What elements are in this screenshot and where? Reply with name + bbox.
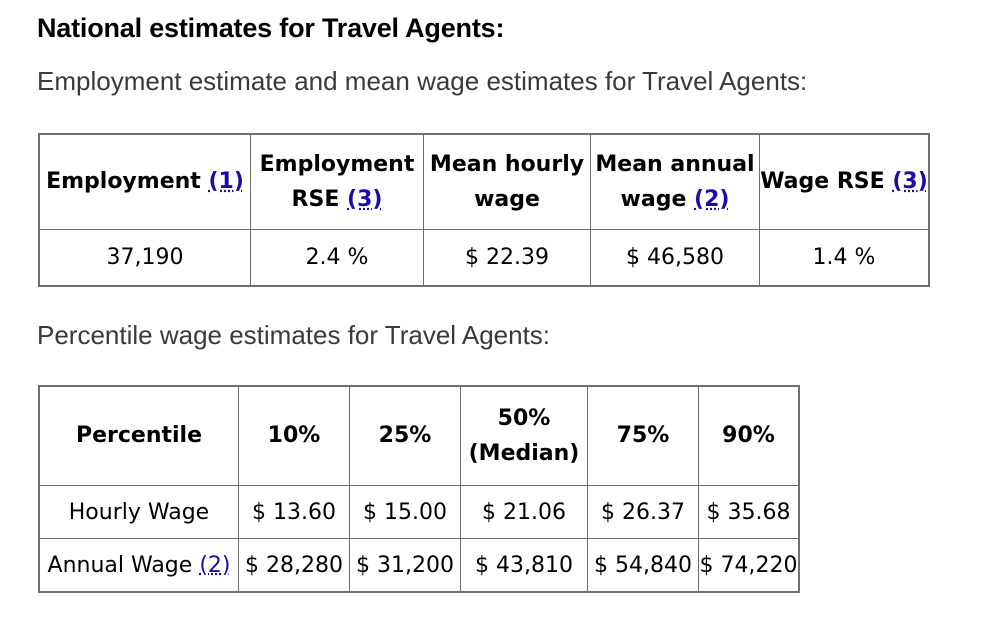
- header-p10: 10%: [239, 386, 350, 486]
- header-label: Mean annual wage: [595, 151, 755, 212]
- footnote-link[interactable]: (3): [892, 169, 928, 195]
- employment-value-row: [39, 230, 929, 287]
- header-mean-hourly-wage: [424, 134, 591, 230]
- value-wage-rse: 1.4 %: [760, 230, 930, 287]
- table-row: [39, 539, 799, 593]
- hourly-p25: $ 15.00: [350, 486, 461, 539]
- percentile-header-row: [39, 386, 799, 486]
- annual-p90: $ 74,220: [699, 539, 800, 593]
- annual-p50: $ 43,810: [461, 539, 588, 593]
- header-wage-rse: [760, 134, 930, 230]
- employment-table: [38, 133, 930, 287]
- header-p25: 25%: [350, 386, 461, 486]
- header-p90: 90%: [699, 386, 800, 486]
- employment-heading: Employment estimate and mean wage estimates for Travel Agents:: [37, 66, 808, 96]
- row-label: Annual Wage: [47, 552, 193, 578]
- footnote-link[interactable]: (2): [694, 187, 730, 212]
- hourly-p10: $ 13.60: [239, 486, 350, 539]
- header-p50: 50% (Median): [461, 386, 588, 486]
- row-label-hourly: [39, 486, 239, 539]
- annual-p10: $ 28,280: [239, 539, 350, 593]
- header-percentile: Percentile: [39, 386, 239, 486]
- header-employment-rse: [251, 134, 424, 230]
- row-label: Hourly Wage: [68, 499, 210, 525]
- footnote-link[interactable]: (1): [208, 169, 244, 195]
- value-employment-rse: 2.4 %: [251, 230, 424, 287]
- header-label: Wage RSE: [760, 169, 885, 195]
- footnote-link[interactable]: (2): [199, 552, 231, 578]
- header-label: Employment RSE: [259, 151, 415, 212]
- header-label: Employment: [46, 169, 201, 195]
- value-mean-hourly-wage: $ 22.39: [424, 230, 591, 287]
- header-mean-annual-wage: [591, 134, 760, 230]
- value-mean-annual-wage: $ 46,580: [591, 230, 760, 287]
- table-row: [39, 486, 799, 539]
- footnote-link[interactable]: (3): [347, 187, 383, 212]
- hourly-p50: $ 21.06: [461, 486, 588, 539]
- value-employment: 37,190: [39, 230, 251, 287]
- header-employment: [39, 134, 251, 230]
- page-title: National estimates for Travel Agents:: [37, 13, 505, 43]
- hourly-p90: $ 35.68: [699, 486, 800, 539]
- annual-p75: $ 54,840: [588, 539, 699, 593]
- header-label: Mean hourly wage: [429, 151, 585, 212]
- annual-p25: $ 31,200: [350, 539, 461, 593]
- hourly-p75: $ 26.37: [588, 486, 699, 539]
- header-p75: 75%: [588, 386, 699, 486]
- percentile-table: [38, 385, 800, 593]
- percentile-heading: Percentile wage estimates for Travel Agents:: [37, 320, 551, 350]
- row-label-annual: [39, 539, 239, 593]
- employment-header-row: [39, 134, 929, 230]
